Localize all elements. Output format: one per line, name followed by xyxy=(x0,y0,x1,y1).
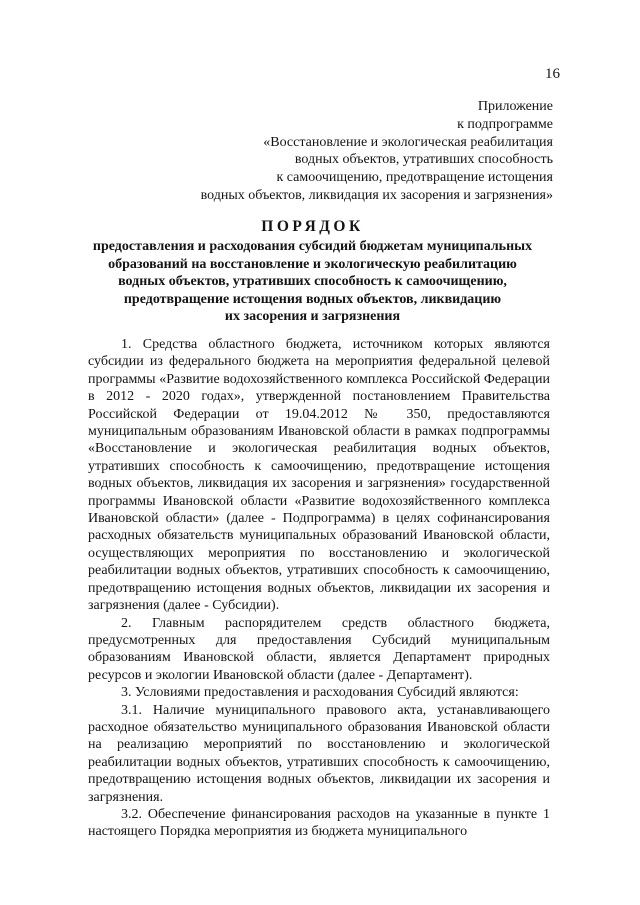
appendix-line: «Восстановление и экологическая реабилитация xyxy=(263,134,553,150)
page-number: 16 xyxy=(545,66,560,82)
paragraph-1: 1. Средства областного бюджета, источником которых являются субсидии из федерального бюджета на мероприятия федеральной целевой программы «Развитие водохозяйственного комплекса Российской Федерации в 2012 - 2020 годах», утвержденной постановлением Правительства Российской Федерации от 19.04.2012 № 350, предоставляются муниципальным образованиям Ивановской области в рамках подпрограммы «Восстановление и экологическая реабилитация водных объектов, утративших способность к самоочищению, предотвращение истощения водных объектов, ликвидация их засорения и загрязнения» государственной программы Ивановской области «Развитие водохозяйственного комплекса Ивановской области» (далее - Подпрограмма) в целях софинансирования расходных обязательств муниципальных образований Ивановской области, осуществляющих мероприятия по восстановлению и экологической реабилитации водных объектов, утративших способность к самоочищению, предотвращению истощения водных объектов, ликвидации их засорения и загрязнения (далее - Субсидии). xyxy=(88,337,550,614)
title-line: водных объектов, утративших способность к самоочищению, xyxy=(118,274,507,289)
appendix-line: водных объектов, ликвидация их засорения и загрязнения» xyxy=(200,187,553,203)
document-body xyxy=(88,336,550,841)
appendix-line: водных объектов, утративших способность xyxy=(294,152,553,168)
title-subtitle xyxy=(60,238,565,326)
paragraph-2: 2. Главным распорядителем средств областного бюджета, предусмотренных для предоставления Субсидий муниципальным образованиям Ивановской области, является Департамент природных ресурсов и экологии Ивановской области (далее - Департамент). xyxy=(88,615,550,683)
title-line: образований на восстановление и экологическую реабилитацию xyxy=(108,256,517,272)
title-main: ПОРЯДОК xyxy=(261,218,364,235)
appendix-header xyxy=(201,98,553,205)
document-title xyxy=(60,216,565,326)
paragraph-3: 3. Условиями предоставления и расходования Субсидий являются: xyxy=(121,685,519,701)
title-line: их засорения и загрязнения xyxy=(224,309,401,324)
paragraph-3-2: 3.2. Обеспечение финансирования расходов на указанные в пункте 1 настоящего Порядка мероприятия из бюджета муниципального xyxy=(88,806,550,840)
title-line: предоставления и расходования субсидий бюджетам муниципальных xyxy=(92,239,533,254)
appendix-line: к самоочищению, предотвращение истощения xyxy=(276,170,553,186)
paragraph-3-1: 3.1. Наличие муниципального правового акта, устанавливающего расходное обязательство муниципального образования Ивановской области на реализацию мероприятий по восстановлению и экологической реабилитации водных объектов, утративших способность к самоочищению, предотвращению истощения водных объектов, ликвидации их засорения и загрязнения. xyxy=(88,702,550,805)
appendix-line: Приложение xyxy=(477,99,553,114)
title-line: предотвращение истощения водных объектов, ликвидацию xyxy=(123,291,502,307)
appendix-line: к подпрограмме xyxy=(457,116,553,132)
